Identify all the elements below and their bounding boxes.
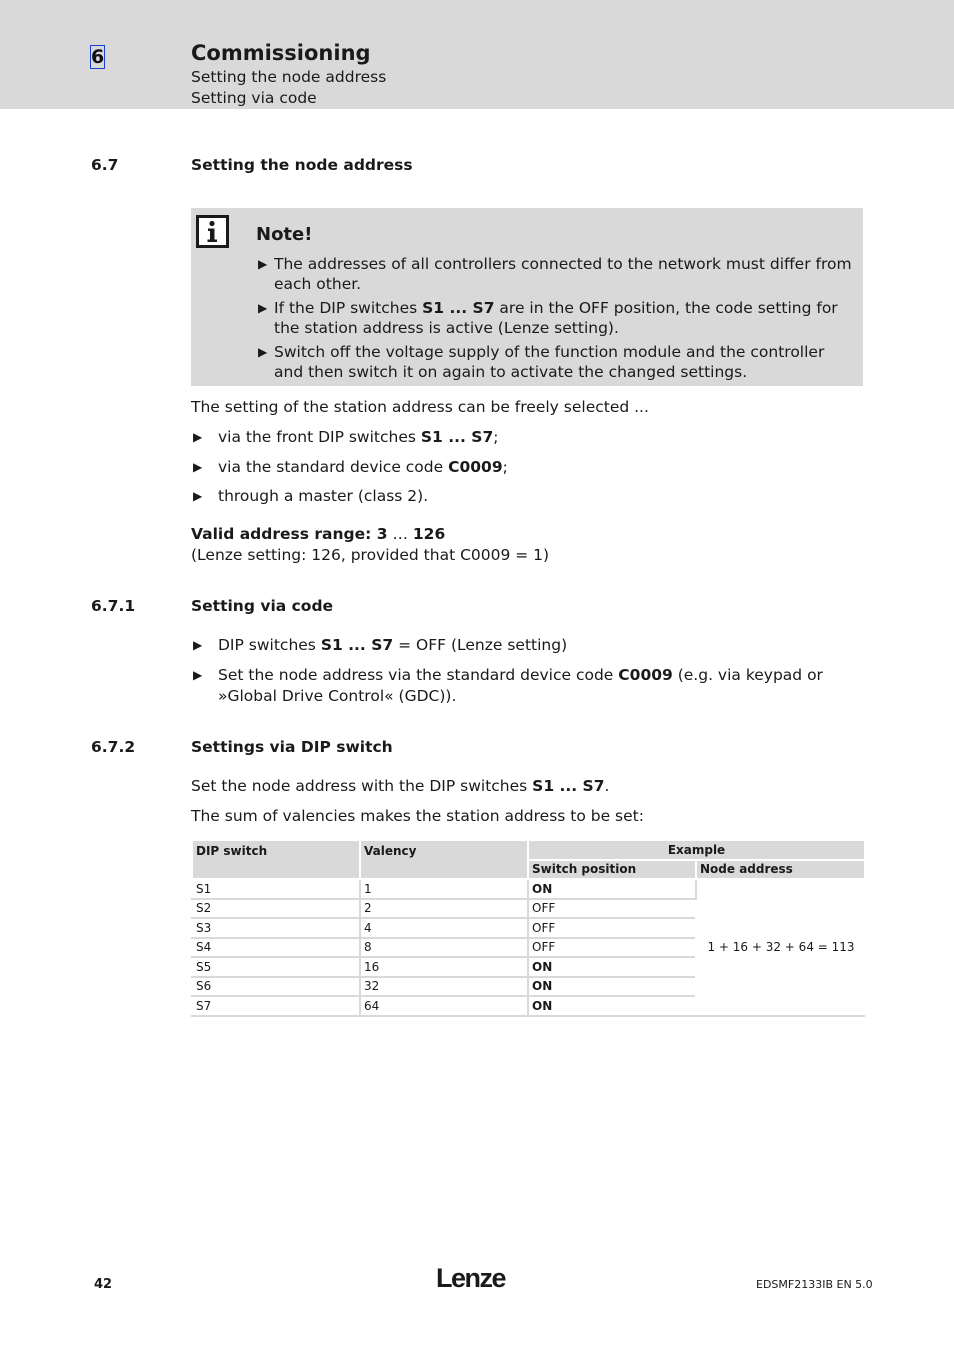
list-item: ▶ via the front DIP switches S1 ... S7; xyxy=(193,428,499,446)
list-item: ▶ Set the node address via the standard device code C0009 (e.g. via keypad or »Global Drive Control« (GDC)). xyxy=(193,666,823,705)
list-item: ▶ via the standard device code C0009; xyxy=(193,458,508,476)
table-row: S6 32 ON xyxy=(192,977,865,997)
header-band xyxy=(0,0,954,109)
table-header-row xyxy=(192,840,865,860)
header-example: Example xyxy=(528,840,865,860)
table-row: S2 2 OFF xyxy=(192,899,865,919)
bullet-triangle-icon: ▶ xyxy=(193,489,203,503)
node-address-result: 1 + 16 + 32 + 64 = 113 xyxy=(696,879,865,1016)
header-valency: Valency xyxy=(360,840,528,879)
chapter-number-link[interactable]: 6 xyxy=(91,46,105,68)
header-switch-position: Switch position xyxy=(528,860,696,880)
bullet-triangle-icon: ▶ xyxy=(193,668,203,682)
page-number: 42 xyxy=(94,1277,113,1292)
bullet-triangle-icon: ▶ xyxy=(193,460,203,474)
section-number-6-7-2: 6.7.2 xyxy=(91,738,136,756)
note-item: ▶ The addresses of all controllers connected to the network must differ from each other. xyxy=(258,255,852,293)
section-number-6-7-1: 6.7.1 xyxy=(91,597,136,615)
bullet-triangle-icon: ▶ xyxy=(193,430,203,444)
table-row: S1 1 ON 1 + 16 + 32 + 64 = 113 xyxy=(192,879,865,899)
table-row: S5 16 ON xyxy=(192,957,865,977)
intro-text: The setting of the station address can be freely selected ... xyxy=(191,398,649,416)
bullet-triangle-icon: ▶ xyxy=(258,345,268,359)
list-item: ▶ through a master (class 2). xyxy=(193,487,429,505)
header-node-address: Node address xyxy=(696,860,865,880)
dip-text-2: The sum of valencies makes the station address to be set: xyxy=(191,807,644,825)
document-id: EDSMF2133IB EN 5.0 xyxy=(756,1278,873,1291)
dip-text-1: Set the node address with the DIP switches S1 ... S7. xyxy=(191,777,610,795)
dip-switch-table xyxy=(191,839,866,1017)
lenze-logo: Lenze xyxy=(436,1263,506,1293)
section-number-6-7: 6.7 xyxy=(91,156,119,174)
header-subtitle-1: Setting the node address xyxy=(191,68,387,86)
table-row: S3 4 OFF xyxy=(192,918,865,938)
note-item: ▶ Switch off the voltage supply of the function module and the controller and then switch it on again to activate the changed settings. xyxy=(258,343,825,381)
section-title-6-7: Setting the node address xyxy=(191,156,413,174)
table-row: S7 64 ON xyxy=(192,996,865,1016)
note-item: ▶ If the DIP switches S1 ... S7 are in the OFF position, the code setting for the station address is active (Lenze setting). xyxy=(258,299,838,337)
valid-range-note: (Lenze setting: 126, provided that C0009 = 1) xyxy=(191,546,550,564)
bullet-triangle-icon: ▶ xyxy=(258,301,268,315)
note-title: Note! xyxy=(256,224,313,245)
info-icon xyxy=(196,215,229,248)
bullet-triangle-icon: ▶ xyxy=(193,638,203,652)
header-subtitle-2: Setting via code xyxy=(191,89,317,107)
bullet-triangle-icon: ▶ xyxy=(258,257,268,271)
table-row: S4 8 OFF xyxy=(192,938,865,958)
section-title-6-7-2: Settings via DIP switch xyxy=(191,738,393,756)
section-title-6-7-1: Setting via code xyxy=(191,597,334,615)
list-item: ▶ DIP switches S1 ... S7 = OFF (Lenze setting) xyxy=(193,636,568,654)
chapter-title: Commissioning xyxy=(191,41,371,65)
header-dip-switch: DIP switch xyxy=(192,840,360,879)
valid-range: Valid address range: 3 … 126 xyxy=(191,525,446,543)
